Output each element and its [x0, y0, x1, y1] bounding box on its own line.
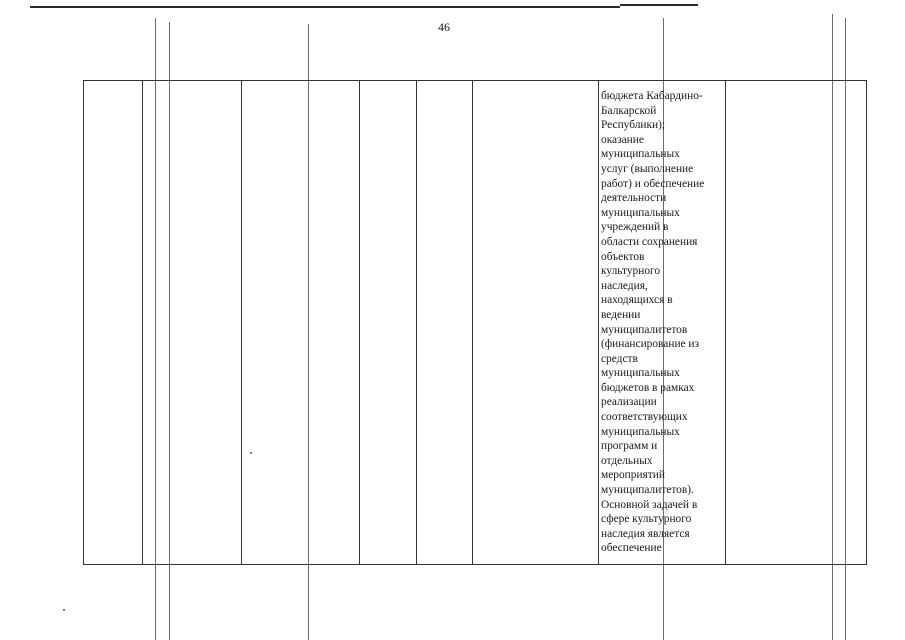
table-column-divider: [598, 81, 599, 564]
cell-text-line: мероприятий: [601, 469, 665, 482]
cell-text-line: наследия является: [601, 527, 690, 540]
scan-speck: [63, 609, 65, 611]
cell-text-line: муниципальных: [601, 367, 680, 380]
table-column-divider: [472, 81, 473, 564]
cell-text-line: работ) и обеспечение: [601, 177, 705, 190]
cell-text-line: муниципалитетов).: [601, 484, 694, 497]
cell-text-line: муниципальных: [601, 148, 680, 161]
table-column-divider: [142, 81, 143, 564]
cell-text-line: находящихся в: [601, 294, 673, 307]
cell-text-line: (финансирование из: [601, 338, 700, 351]
scan-top-rule: [30, 6, 620, 8]
cell-text-line: бюджета Кабардино-: [601, 90, 703, 102]
cell-text-line: средств: [601, 352, 638, 365]
table-cell-description: [601, 89, 727, 556]
cell-text-line: услуг (выполнение: [601, 162, 694, 175]
cell-text-line: области сохранения: [601, 235, 698, 248]
cell-text-line: соответствующих: [601, 411, 688, 424]
table-column-divider: [416, 81, 417, 564]
cell-text-line: наследия,: [601, 279, 648, 292]
cell-text-line: бюджетов в рамках: [601, 381, 695, 394]
cell-text-line: отдельных: [601, 454, 653, 467]
cell-text-line: обеспечение: [601, 542, 662, 555]
table-column-divider: [241, 81, 242, 564]
cell-text-line: Республики);: [601, 119, 666, 132]
cell-text-line: культурного: [601, 265, 661, 278]
cell-text-line: реализации: [601, 396, 657, 409]
cell-text-line: сфере культурного: [601, 513, 692, 526]
cell-text-line: программ и: [601, 440, 658, 453]
cell-text-line: учреждений в: [601, 221, 669, 234]
cell-text-line: объектов: [601, 250, 645, 263]
page-number: 46: [438, 20, 450, 34]
document-table: [83, 80, 867, 565]
cell-text-line: деятельности: [601, 192, 667, 205]
cell-text-line: Основной задачей в: [601, 498, 698, 511]
cell-text-line: оказание: [601, 133, 644, 146]
table-column-divider: [359, 81, 360, 564]
cell-text-line: ведении: [601, 308, 641, 321]
cell-text-line: муниципальных: [601, 206, 680, 219]
cell-text-line: Балкарской: [601, 104, 657, 117]
cell-text-line: муниципалитетов: [601, 323, 688, 336]
scan-top-rule: [620, 4, 698, 6]
cell-text-line: муниципальных: [601, 425, 680, 438]
